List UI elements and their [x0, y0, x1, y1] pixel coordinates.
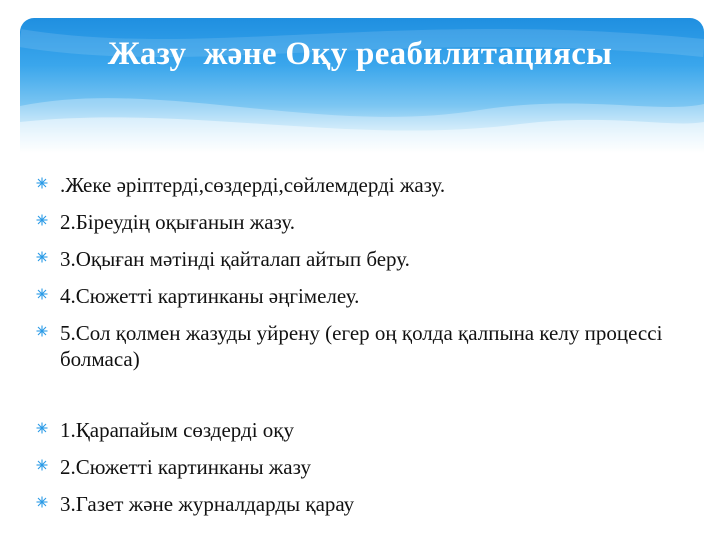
slide-title: Жазу және Оқу реабилитациясы — [107, 36, 613, 72]
snowflake-bullet-icon — [36, 496, 48, 508]
list-item — [36, 454, 696, 480]
list-item-text: 2.Сюжетті картинканы жазу — [60, 455, 311, 479]
snowflake-bullet-icon — [36, 325, 48, 337]
snowflake-bullet-icon — [36, 459, 48, 471]
snowflake-bullet-icon — [36, 422, 48, 434]
list-item-text: .Жеке әріптерді,сөздерді,сөйлемдерді жазу. — [60, 173, 446, 197]
list-item — [36, 283, 696, 309]
snowflake-bullet-icon — [36, 177, 48, 189]
list-item-text: 3.Газет және журналдарды қарау — [60, 492, 355, 516]
snowflake-bullet-icon — [36, 214, 48, 226]
list-item-text: 5.Сол қолмен жазуды уйрену (егер оң қолда қалпына келу процессі болмаса) — [60, 321, 663, 371]
list-item-text: 3.Оқыған мәтінді қайталап айтып беру. — [60, 247, 410, 271]
list-item — [36, 491, 696, 517]
snowflake-bullet-icon — [36, 251, 48, 263]
list-item-text: 2.Біреудің оқығанын жазу. — [60, 210, 296, 234]
list-item — [36, 320, 696, 372]
list-item — [36, 417, 696, 443]
list-item-text: 4.Сюжетті картинканы әңгімелеу. — [60, 284, 360, 308]
list-item — [36, 172, 696, 198]
list-item — [36, 209, 696, 235]
list-item — [36, 246, 696, 272]
bullet-list — [36, 172, 696, 528]
list-item-text: 1.Қарапайым сөздерді оқу — [60, 418, 295, 442]
snowflake-bullet-icon — [36, 288, 48, 300]
